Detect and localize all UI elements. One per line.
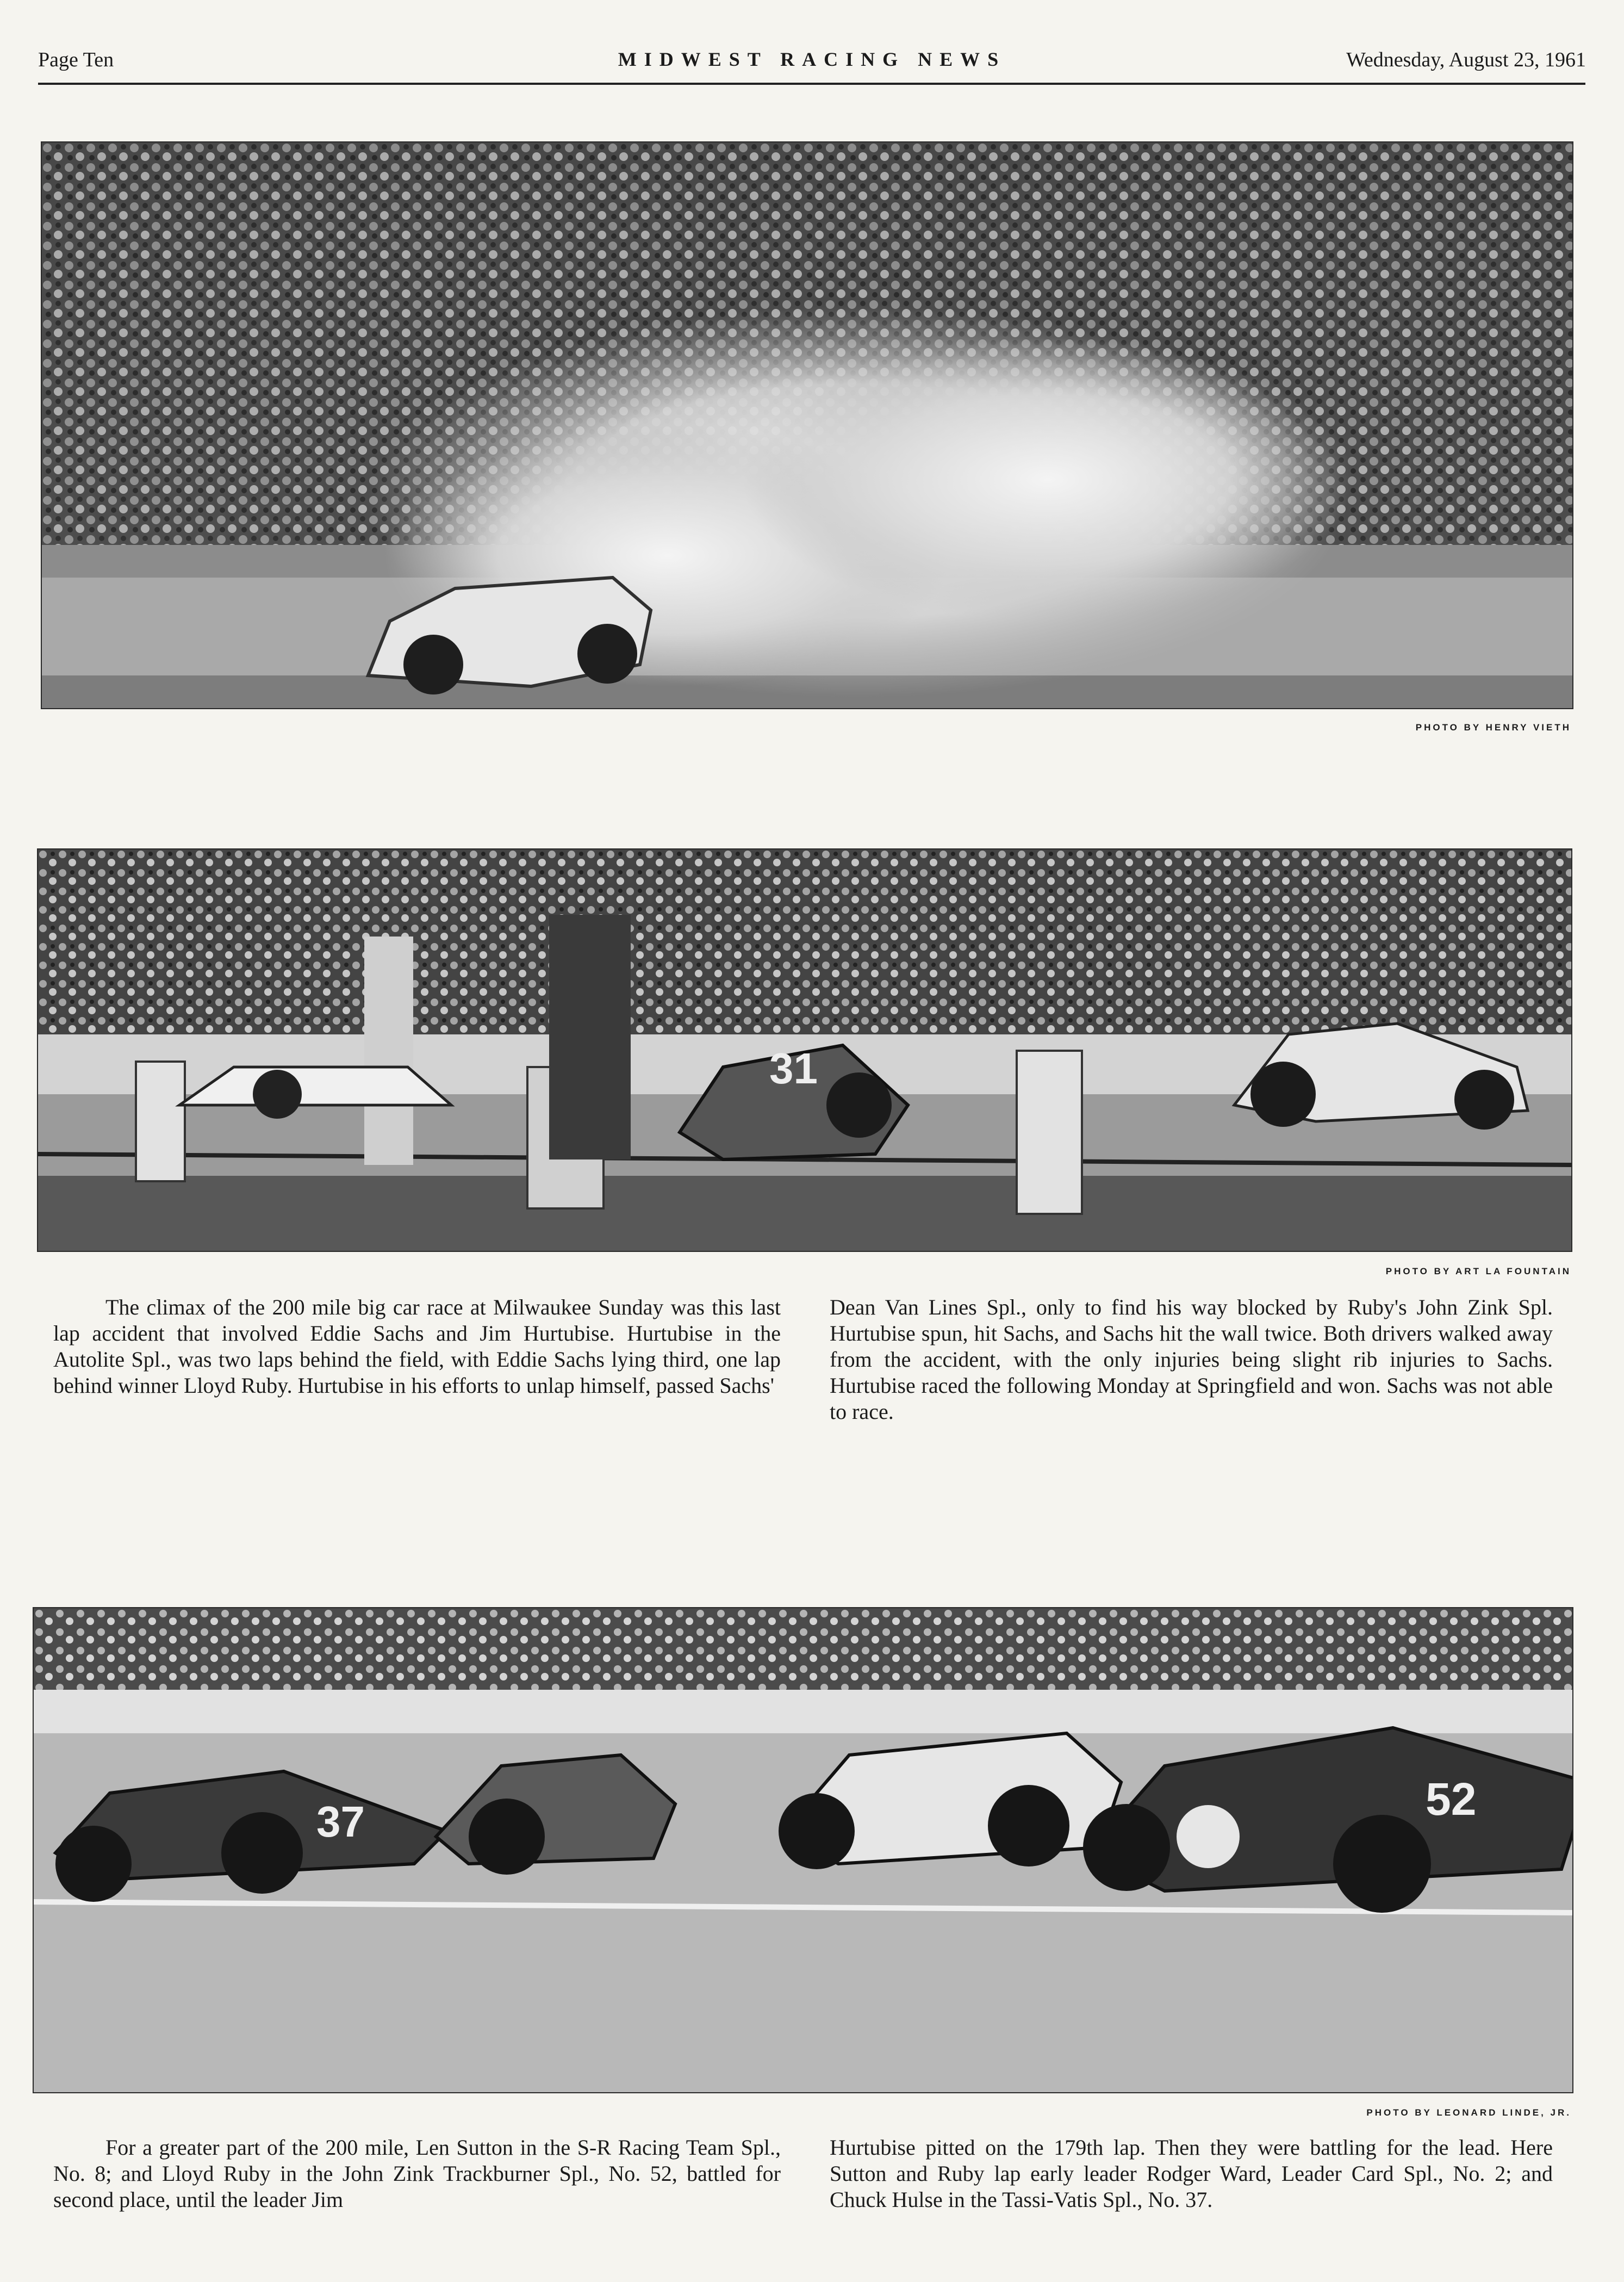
accident-aftermath-photo xyxy=(37,848,1572,1252)
car-number-31: 31 xyxy=(769,1044,818,1093)
caption-1-col-2: Dean Van Lines Spl., only to find his way blocked by Ruby's John Zink Spl. Hurtubise spun, hit Sachs, and Sachs hit the wall twice. Both drivers walked away from the accident, with the only injuries being slight rib injuries to Sachs. Hurtubise raced the following Monday at Springfield and won. Sachs was not able to race. xyxy=(830,1295,1553,1424)
caption-2-col-2: Hurtubise pitted on the 179th lap. Then they were battling for the lead. Here Sutton and Ruby lap early leader Rodger Ward, Leader Card Spl., No. 2; and Chuck Hulse in the Tassi-Vatis Spl., No. 37. xyxy=(830,2135,1553,2212)
car-number-37: 37 xyxy=(316,1797,365,1846)
newspaper-title: MIDWEST RACING NEWS xyxy=(618,48,1006,70)
photo-credit-3: PHOTO BY LEONARD LINDE, JR. xyxy=(1366,2107,1571,2118)
page-number: Page Ten xyxy=(38,48,114,71)
header-rule xyxy=(38,83,1585,85)
car-number-52: 52 xyxy=(1426,1773,1477,1825)
cars-racing-photo xyxy=(33,1607,1573,2093)
issue-date: Wednesday, August 23, 1961 xyxy=(1346,48,1586,71)
caption-2-col-1: For a greater part of the 200 mile, Len Sutton in the S-R Racing Team Spl., No. 8; and Lloyd Ruby in the John Zink Trackburner Spl., No. 52, battled for second place, until the leader Jim xyxy=(53,2135,781,2212)
photo-credit-1: PHOTO BY HENRY VIETH xyxy=(1415,722,1571,733)
crash-smoke-photo xyxy=(41,141,1573,709)
caption-1-col-1: The climax of the 200 mile big car race at Milwaukee Sunday was this last lap accident that involved Eddie Sachs and Jim Hurtubise. Hurtubise in the Autolite Spl., was two laps behind the field, with Eddie Sachs lying third, one lap behind winner Lloyd Ruby. Hurtubise in his efforts to unlap himself, passed Sachs' xyxy=(53,1295,781,1398)
photo-credit-2: PHOTO BY ART LA FOUNTAIN xyxy=(1385,1266,1571,1276)
